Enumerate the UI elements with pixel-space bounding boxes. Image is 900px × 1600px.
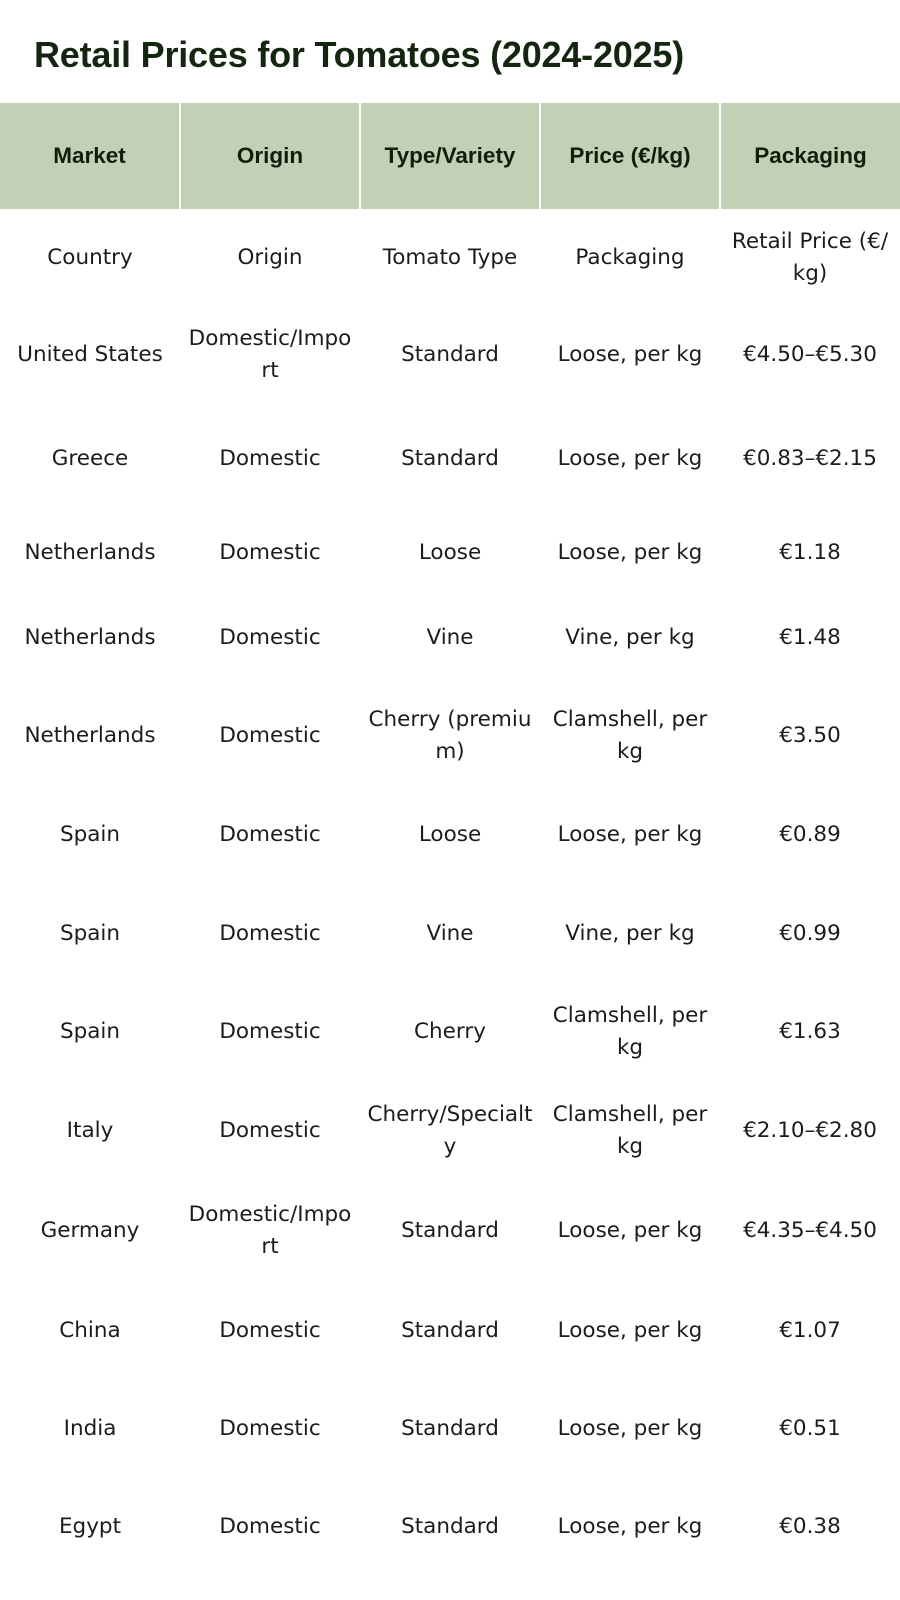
table-row (0, 1474, 900, 1579)
header-type-variety: Type/Variety (360, 103, 540, 209)
cell-packaging: Loose, per kg (557, 1415, 703, 1441)
cell-market: Greece (51, 446, 129, 471)
cell-packaging: Clamshell, per kg (552, 1003, 708, 1060)
cell-origin: Domestic/Import (188, 1201, 352, 1259)
cell-packaging: Packaging (575, 244, 685, 270)
cell-market: Germany (40, 1217, 140, 1243)
table-row (0, 404, 900, 514)
header-price: Price (€/kg) (540, 103, 720, 209)
table-row (0, 306, 900, 404)
header-row (0, 103, 900, 209)
cell-price: €3.50 (779, 723, 841, 748)
cell-market: United States (17, 342, 163, 367)
cell-packaging: Clamshell, per kg (552, 707, 708, 764)
cell-origin: Domestic (219, 1118, 321, 1143)
price-table (0, 103, 900, 1579)
cell-origin: Domestic (219, 624, 321, 650)
cell-market: Spain (59, 920, 121, 946)
cell-price: €0.51 (779, 1415, 841, 1441)
header-market: Market (0, 103, 180, 209)
cell-price: €1.18 (779, 539, 841, 565)
table-row (0, 1079, 900, 1183)
cell-price: €1.07 (779, 1317, 841, 1343)
cell-price: Retail Price (€/kg) (731, 228, 889, 286)
cell-type: Standard (401, 1317, 499, 1343)
cell-type: Standard (401, 1415, 499, 1441)
cell-market: Netherlands (24, 539, 156, 565)
table-row (0, 1278, 900, 1383)
cell-market: Netherlands (24, 723, 156, 748)
cell-type: Standard (401, 1513, 499, 1539)
cell-origin: Domestic (219, 822, 321, 847)
cell-type: Loose (418, 539, 482, 565)
cell-origin: Domestic (219, 723, 321, 748)
cell-origin: Domestic (219, 539, 321, 565)
cell-price: €4.35–€4.50 (743, 1217, 877, 1243)
cell-packaging: Loose, per kg (557, 539, 703, 565)
cell-market: Spain (59, 822, 121, 847)
page-title: Retail Prices for Tomatoes (2024-2025) (34, 34, 685, 75)
cell-price: €0.83–€2.15 (743, 446, 877, 471)
header-origin: Origin (180, 103, 360, 209)
table-header (0, 103, 900, 209)
cell-packaging: Loose, per kg (557, 822, 703, 847)
table-row (0, 514, 900, 591)
cell-packaging: Loose, per kg (557, 446, 703, 471)
cell-market: Netherlands (24, 624, 156, 650)
table-row (0, 1383, 900, 1474)
table-row (0, 591, 900, 684)
cell-type: Loose (418, 822, 482, 847)
cell-market: India (63, 1415, 117, 1441)
cell-market: Spain (59, 1019, 121, 1044)
cell-origin: Domestic (219, 1317, 321, 1343)
cell-market: Country (47, 244, 133, 270)
cell-price: €0.89 (779, 822, 841, 847)
cell-origin: Domestic (219, 1019, 321, 1044)
price-table-container (0, 103, 900, 1579)
cell-packaging: Clamshell, per kg (552, 1102, 708, 1159)
cell-price: €4.50–€5.30 (743, 342, 877, 367)
cell-origin: Domestic (219, 920, 321, 946)
cell-type: Vine (426, 624, 474, 650)
table-row (0, 788, 900, 882)
cell-type: Standard (401, 1217, 499, 1243)
cell-price: €2.10–€2.80 (743, 1118, 877, 1143)
cell-type: Cherry (premium) (368, 707, 532, 764)
cell-market: China (59, 1317, 121, 1343)
cell-packaging: Loose, per kg (557, 1217, 703, 1243)
cell-market: Italy (66, 1118, 114, 1143)
cell-price: €0.99 (779, 920, 841, 946)
cell-type: Tomato Type (382, 244, 518, 270)
cell-type: Cherry (414, 1019, 486, 1044)
table-row (0, 209, 900, 306)
cell-type: Cherry/Specialty (367, 1102, 533, 1159)
cell-origin: Domestic (219, 446, 321, 471)
table-row (0, 882, 900, 985)
cell-packaging: Loose, per kg (557, 1513, 703, 1539)
cell-price: €1.63 (779, 1019, 841, 1044)
cell-price: €1.48 (779, 624, 841, 650)
table-body (0, 209, 900, 1579)
cell-origin: Origin (237, 244, 303, 270)
table-row (0, 684, 900, 788)
cell-origin: Domestic/Import (188, 326, 352, 383)
cell-packaging: Loose, per kg (557, 1317, 703, 1343)
table-row (0, 1183, 900, 1278)
cell-packaging: Vine, per kg (565, 624, 695, 650)
cell-type: Vine (426, 920, 474, 946)
cell-origin: Domestic (219, 1415, 321, 1441)
cell-origin: Domestic (219, 1513, 321, 1539)
cell-type: Standard (401, 342, 499, 367)
cell-packaging: Loose, per kg (557, 342, 703, 367)
cell-price: €0.38 (779, 1513, 841, 1539)
cell-type: Standard (401, 446, 499, 471)
cell-packaging: Vine, per kg (565, 920, 695, 946)
header-packaging: Packaging (720, 103, 900, 209)
cell-market: Egypt (58, 1513, 122, 1539)
table-row (0, 985, 900, 1079)
